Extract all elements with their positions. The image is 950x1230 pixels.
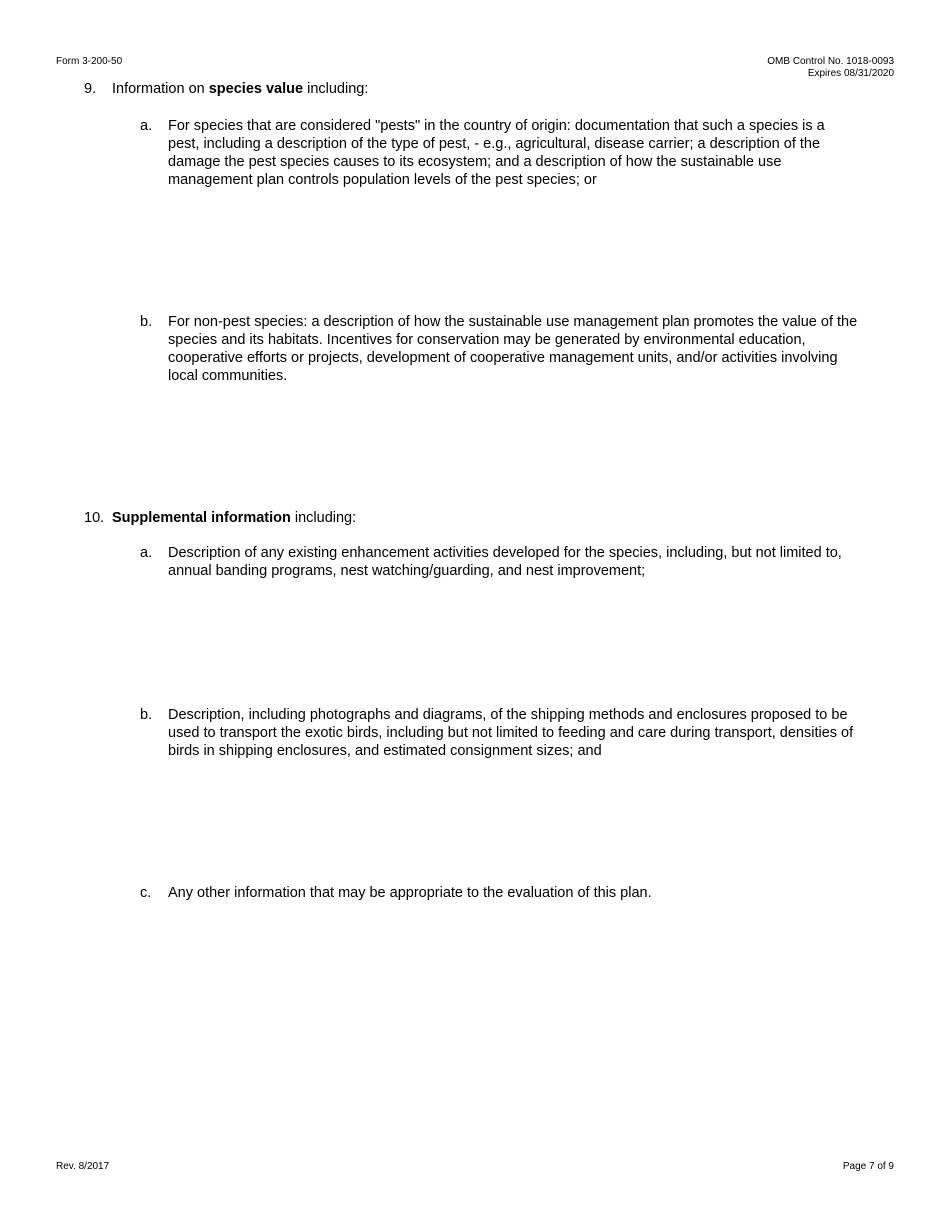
item-text: For non-pest species: a description of how the sustainable use management plan promotes the value of the species and its habitats. Incentives for conservation may be generated by environmental education, cooperative efforts or projects, development of cooperative management units, and/or activities involving local communities.	[168, 314, 858, 384]
item-letter: a.	[140, 545, 153, 561]
question-10-item-a	[140, 544, 860, 580]
question-suffix: including:	[290, 510, 357, 526]
item-text: Any other information that may be appropriate to the evaluation of this plan.	[168, 885, 652, 901]
question-number: 10.	[84, 510, 105, 526]
item-letter: c.	[140, 885, 152, 901]
item-text: Description of any existing enhancement activities developed for the species, including, but not limited to, annual banding programs, nest watching/guarding, and nest improvement;	[168, 545, 842, 579]
question-suffix: including:	[303, 81, 369, 97]
question-9-heading	[84, 80, 368, 98]
question-10-item-b	[140, 706, 860, 760]
item-text: For species that are considered "pests" in the country of origin: documentation that such a species is a pest, including a description of the type of pest, - e.g., agricultural, disease carrier; a description of the damage the pest species causes to its ecosystem; and a description of how the sustainable use management plan controls population levels of the pest species; or	[168, 118, 825, 188]
question-10-heading	[84, 509, 356, 527]
item-letter: b.	[140, 707, 153, 723]
question-10-item-c	[140, 884, 860, 902]
item-text: Description, including photographs and diagrams, of the shipping methods and enclosures proposed to be used to transport the exotic birds, including but not limited to feeding and care during transport, densities of birds in shipping enclosures, and estimated consignment sizes; and	[168, 707, 854, 759]
omb-info	[767, 56, 894, 80]
question-bold-term: species value	[208, 81, 304, 97]
form-number: Form 3-200-50	[56, 56, 123, 67]
question-bold-term: Supplemental information	[112, 510, 291, 526]
omb-control-number: OMB Control No. 1018-0093	[767, 56, 894, 67]
page-number: Page 7 of 9	[842, 1161, 894, 1172]
question-9-item-b	[140, 313, 860, 385]
question-9-item-a	[140, 117, 860, 189]
expiration-date: Expires 08/31/2020	[807, 68, 894, 79]
question-number: 9.	[84, 81, 97, 97]
item-letter: b.	[140, 314, 153, 330]
question-prefix: Information on	[112, 81, 209, 97]
revision-label: Rev. 8/2017	[56, 1161, 110, 1172]
item-letter: a.	[140, 118, 153, 134]
